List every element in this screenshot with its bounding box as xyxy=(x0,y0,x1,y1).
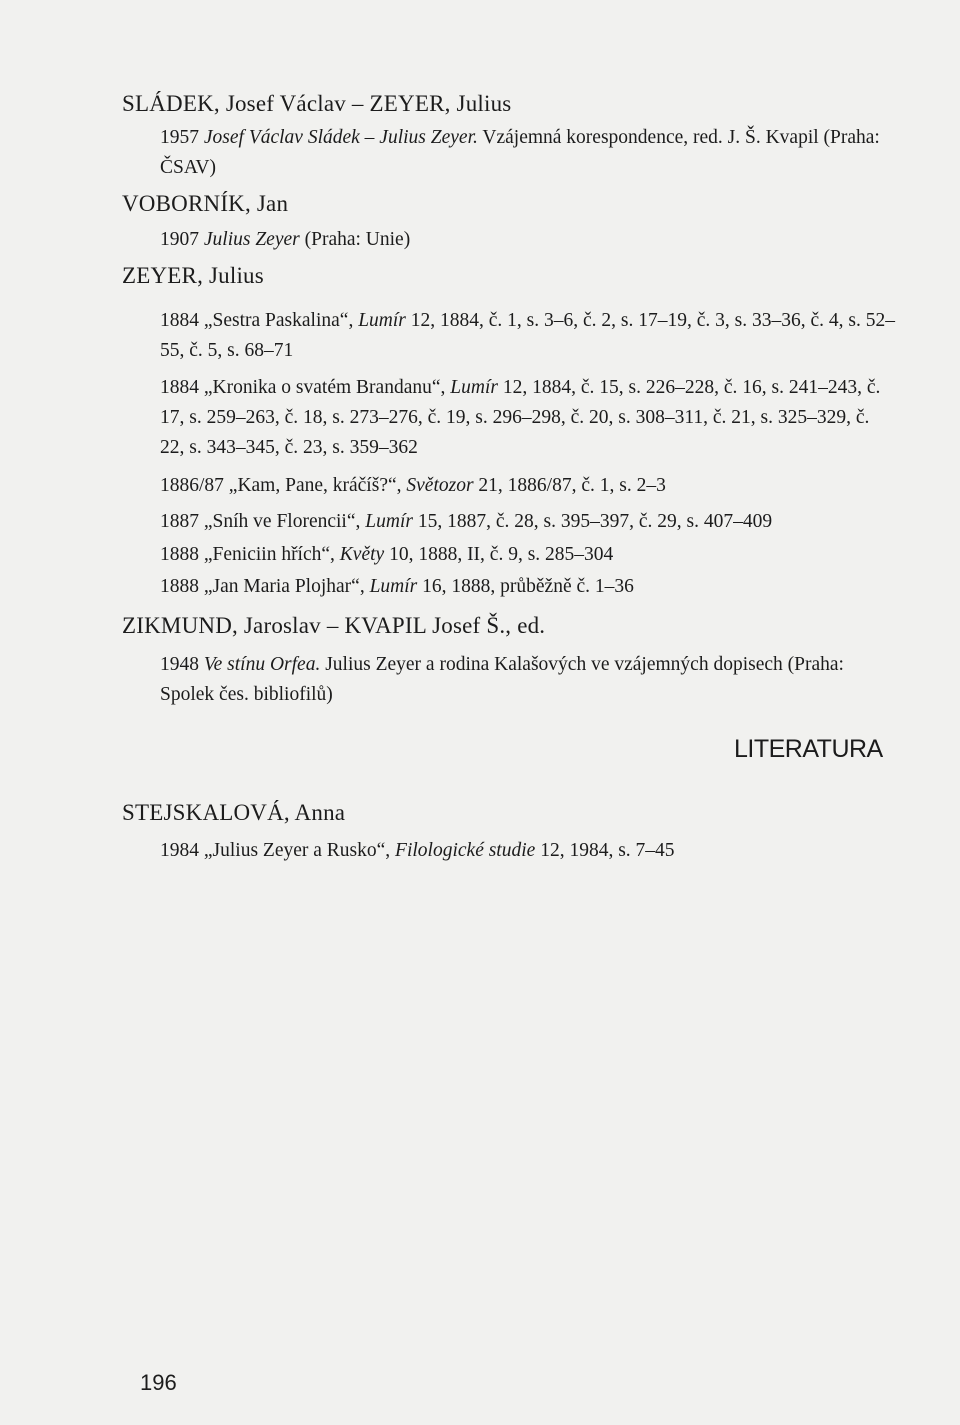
bibliography-entry: 1884 „Sestra Paskalina“, Lumír 12, 1884, č. 1, s. 3–6, č. 2, s. 17–19, č. 3, s. 33–36, č. 4, s. 52–55, č. 5, s. 68–71 xyxy=(160,310,895,361)
section-title: LITERATURA xyxy=(734,735,883,763)
page-number: 196 xyxy=(140,1370,177,1395)
bibliography-entry: 1886/87 „Kam, Pane, kráčíš?“, Světozor 21, 1886/87, č. 1, s. 2–3 xyxy=(160,475,666,496)
author-heading: ZIKMUND, Jaroslav – KVAPIL Josef Š., ed. xyxy=(122,613,546,638)
bibliography-entry: 1888 „Feniciin hřích“, Květy 10, 1888, II, č. 9, s. 285–304 xyxy=(160,544,614,565)
bibliography-entry: 1957 Josef Václav Sládek – Julius Zeyer. Vzájemná korespondence, red. J. Š. Kvapil (Praha: ČSAV) xyxy=(160,127,880,178)
bibliography-entry: 1888 „Jan Maria Plojhar“, Lumír 16, 1888, průběžně č. 1–36 xyxy=(160,576,634,597)
bibliography-entry: 1884 „Kronika o svatém Brandanu“, Lumír 12, 1884, č. 15, s. 226–228, č. 16, s. 241–243, č. 17, s. 259–263, č. 18, s. 273–276, č. 19, s. 296–298, č. 20, s. 308–311, č. 21, s. 325–329, č. 22, s. 343–345, č. 23, s. 359–362 xyxy=(160,377,881,458)
author-heading: ZEYER, Julius xyxy=(122,263,264,288)
bibliography-entry: 1948 Ve stínu Orfea. Julius Zeyer a rodina Kalašových ve vzájemných dopisech (Praha: Spolek čes. bibliofilů) xyxy=(160,654,844,705)
bibliography-entry: 1887 „Sníh ve Florencii“, Lumír 15, 1887, č. 28, s. 395–397, č. 29, s. 407–409 xyxy=(160,511,773,532)
author-heading: STEJSKALOVÁ, Anna xyxy=(122,800,346,825)
author-heading: SLÁDEK, Josef Václav – ZEYER, Julius xyxy=(122,91,512,116)
bibliography-entry: 1984 „Julius Zeyer a Rusko“, Filologické studie 12, 1984, s. 7–45 xyxy=(160,840,675,861)
bibliography-entry: 1907 Julius Zeyer (Praha: Unie) xyxy=(160,229,411,250)
author-heading: VOBORNÍK, Jan xyxy=(122,191,289,216)
